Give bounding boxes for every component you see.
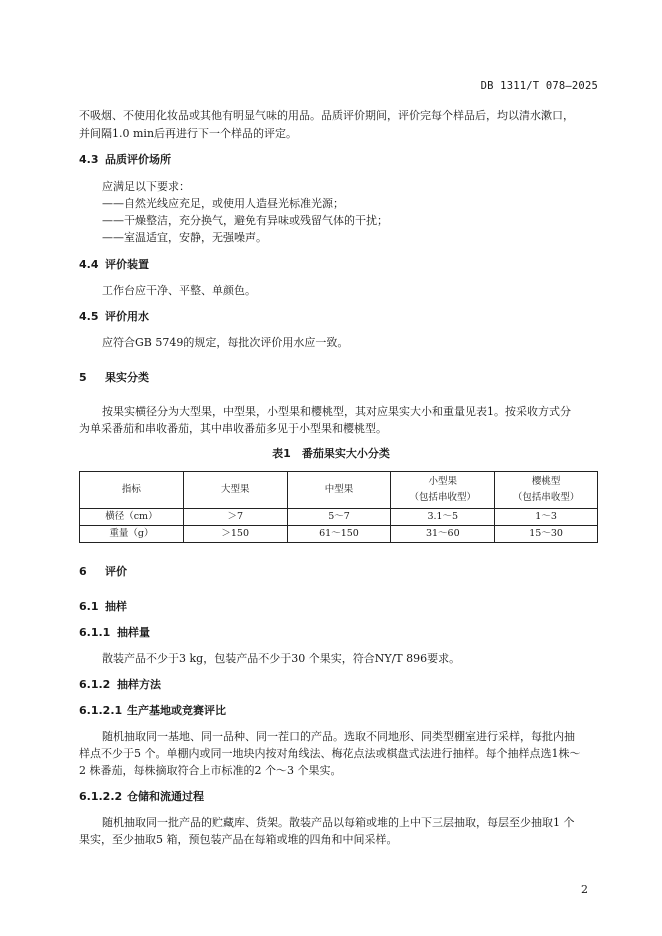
header-main: 小型果 [428,476,458,487]
fruit-size-table [79,471,598,543]
table-row [80,526,598,543]
table-header-cell [495,472,598,509]
section-title: 生产基地或竞赛评比 [127,704,226,717]
section-title: 评价 [105,565,127,578]
section-number: 4.3 [79,153,99,166]
table-cell: 15～30 [495,526,598,543]
table-header-cell [287,472,391,509]
paragraph-line: 散装产品不少于3 kg，包装产品不少于30 个果实，符合NY/T 896要求。 [102,652,461,665]
list-item: ——干燥整洁，充分换气，避免有异味或残留气体的干扰； [102,214,388,227]
section-heading-6-1-2 [79,676,161,692]
section-number: 6.1.2.2 [79,790,123,803]
section-heading-6-1-1 [79,624,150,640]
header-main: 樱桃型 [531,476,561,487]
table-cell: 31～60 [391,526,495,543]
section-heading-6-1-2-1 [79,702,226,718]
section-title: 评价用水 [105,310,149,323]
paragraph-line: 样点不少于5 个。单棚内或同一地块内按对角线法、梅花点法或棋盘式法进行抽样。每个抽样点选1株～ [79,747,581,760]
standard-number: DB 1311/T 078—2025 [480,80,598,92]
section-number: 6.1.2 [79,678,111,691]
paragraph-line: 按果实横径分为大型果，中型果，小型果和樱桃型，其对应果实大小和重量见表1。按采收方式分 [102,405,571,418]
table-cell: ＞150 [183,526,287,543]
section-heading-4-5 [79,308,149,324]
section-number: 5 [79,371,87,384]
section-title: 抽样量 [117,626,150,639]
paragraph-line: 随机抽取同一基地、同一品种、同一茬口的产品。选取不同地形、同类型棚室进行采样，每批内抽 [102,730,575,743]
section-heading-6 [79,563,127,579]
table-cell: 5～7 [287,509,391,526]
header-main: 指标 [121,484,141,495]
header-main: 中型果 [324,484,354,495]
table-cell: 3.1～5 [391,509,495,526]
table-row [80,509,598,526]
table-header-row [80,472,598,509]
list-item: ——自然光线应充足，或使用人造昼光标准光源； [102,197,344,210]
paragraph-line: 果实，至少抽取5 箱，预包装产品在每箱或堆的四角和中间采样。 [79,833,398,846]
section-heading-6-1 [79,598,127,614]
table-cell: 重量（g） [80,526,184,543]
paragraph-line: 工作台应干净、平整、单颜色。 [102,284,256,297]
header-sub: （包括串收型） [409,492,477,503]
paragraph-line: 随机抽取同一批产品的贮藏库、货架。散装产品以每箱或堆的上中下三层抽取，每层至少抽取1 个 [102,816,575,829]
page-number: 2 [581,883,588,896]
paragraph-line: 应满足以下要求： [102,180,190,193]
paragraph-line: 应符合GB 5749的规定，每批次评价用水应一致。 [102,336,349,349]
section-title: 评价装置 [105,258,149,271]
table-cell: ＞7 [183,509,287,526]
paragraph-line: 不吸烟、不使用化妆品或其他有明显气味的用品。品质评价期间，评价完每个样品后，均以清水漱口， [79,109,574,122]
section-title: 抽样方法 [117,678,161,691]
section-title: 仓储和流通过程 [127,790,204,803]
section-number: 6.1.1 [79,626,111,639]
table-header-cell [183,472,287,509]
section-title: 抽样 [105,600,127,613]
table-header-cell [391,472,495,509]
paragraph-line: 为单采番茄和串收番茄，其中串收番茄多见于小型果和樱桃型。 [79,422,387,435]
table-header-cell [80,472,184,509]
header-sub: （包括串收型） [512,492,580,503]
section-number: 4.5 [79,310,99,323]
section-heading-4-4 [79,256,149,272]
table-cell: 61～150 [287,526,391,543]
section-title: 果实分类 [105,371,149,384]
header-main: 大型果 [220,484,250,495]
section-heading-6-1-2-2 [79,788,204,804]
section-number: 4.4 [79,258,99,271]
section-number: 6 [79,565,87,578]
table-caption: 表1 番茄果实大小分类 [272,447,390,460]
section-heading-5 [79,369,149,385]
section-title: 品质评价场所 [105,153,171,166]
table-cell: 横径（cm） [80,509,184,526]
paragraph-line: 2 株番茄，每株摘取符合上市标准的2 个～3 个果实。 [79,764,342,777]
section-number: 6.1.2.1 [79,704,123,717]
paragraph-line: 并间隔1.0 min后再进行下一个样品的评定。 [79,127,298,140]
list-item: ——室温适宜，安静，无强噪声。 [102,231,267,244]
section-heading-4-3 [79,151,171,167]
table-cell: 1～3 [495,509,598,526]
section-number: 6.1 [79,600,99,613]
